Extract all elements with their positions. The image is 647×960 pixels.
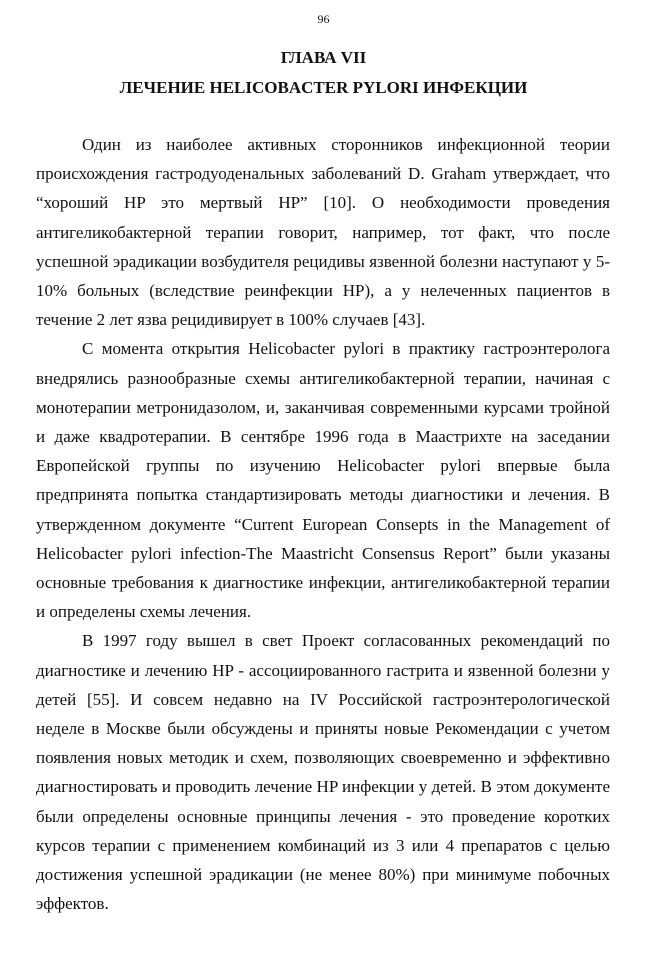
chapter-number: ГЛАВА VII [280,48,367,67]
paragraph-1: Один из наиболее активных сторонников инфекционной теории происхождения гастродуоденальных заболеваний D. Graham утверждает, что “хороший HP это мертвый HP” [10]. О необходимости проведения антигеликобактерной терапии говорит, например, тот факт, что после успешной эрадикации возбудителя рецидивы язвенной болезни наступают у 5-10% больных (вследствие реинфекции HP), а у нелеченных пациентов в течение 2 лет язва рецидивирует в 100% случаев [43]. [36,135,610,330]
page-number: 96 [317,12,330,26]
body-text [36,130,610,918]
chapter-title: ЛЕЧЕНИЕ HELICOBACTER PYLORI ИНФЕКЦИИ [119,78,528,97]
paragraph-3: В 1997 году вышел в свет Проект согласованных рекомендаций по диагностике и лечению HP - ассоциированного гастрита и язвенной болезни у детей [55]. И совсем недавно на IV Российской гастроэнтерологической неделе в Москве были обсуждены и приняты новые Рекомендации с учетом появления новых методик и схем, позволяющих своевременно и эффективно диагностировать и проводить лечение HP инфекции у детей. В этом документе были определены основные принципы лечения - это проведение коротких курсов терапии с применением комбинаций из 3 или 4 препаратов с целью достижения успешной эрадикации (не менее 80%) при минимуме побочных эффектов. [36,631,610,914]
paragraph-2: С момента открытия Helicobacter pylori в практику гастроэнтеролога внедрялись разнообразные схемы антигеликобактерной терапии, начиная с монотерапии метронидазолом, и, заканчивая современными курсами тройной и даже квадротерапии. В сентябре 1996 года в Маастрихте на заседании Европейской группы по изучению Helicobacter pylori впервые была предпринята попытка стандартизировать методы диагностики и лечения. В утвержденном документе “Current European Consepts in the Management of Helicobacter pylori infection-The Maastricht Consensus Report” были указаны основные требования к диагностике инфекции, антигеликобактерной терапии и определены схемы лечения. [36,339,610,622]
